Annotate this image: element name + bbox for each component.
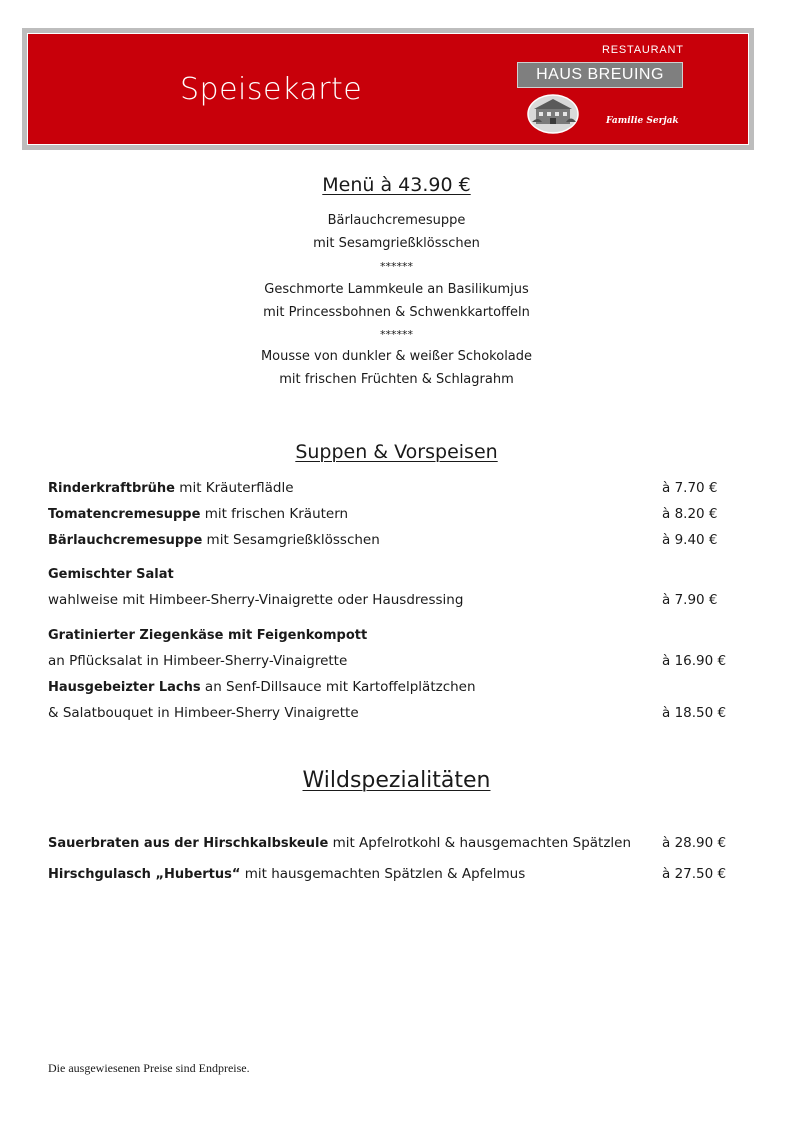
menu-line: Bärlauchcremesuppe [327,213,466,228]
item-name: Rinderkraftbrühe [48,481,175,496]
menu-separator: ****** [380,260,413,273]
logo-name-box: HAUS BREUING [517,62,683,88]
menu-separator: ****** [380,328,413,341]
price-footnote: Die ausgewiesenen Preise sind Endpreise. [48,1061,250,1075]
item-name: Hausgebeizter Lachs [48,680,201,695]
salmon-item-detail [48,705,359,721]
goat-cheese-item [48,627,367,643]
menu-line: Mousse von dunkler & weißer Schokolade [260,349,533,364]
soup-item [48,532,380,548]
item-description: an Senf-Dillsauce mit Kartoffelplätzchen [200,679,476,695]
item-name: Bärlauchcremesuppe [48,533,203,548]
menu-line: mit Princessbohnen & Schwenkkartoffeln [263,305,530,320]
soup-item [48,506,348,522]
item-description: mit hausgemachten Spätzlen & Apfelmus [240,866,526,882]
page-title: Speisekarte [180,72,363,107]
item-description: mit Apfelrotkohl & hausgemachten Spätzlen [328,835,632,851]
salad-item [48,566,174,582]
logo-family-name: Familie Serjak [606,116,679,126]
soups-heading: Suppen & Vorspeisen [295,441,498,463]
item-description: & Salatbouquet in Himbeer-Sherry Vinaigrette [48,705,359,721]
salad-item-detail [48,592,463,608]
item-price: à 27.50 € [662,866,727,882]
item-name: Gratinierter Ziegenkäse mit Feigenkompott [48,628,368,643]
item-description: mit frischen Kräutern [200,506,349,522]
game-item [48,835,631,851]
restaurant-building-icon [526,92,580,134]
menu-line: mit frischen Früchten & Schlagrahm [279,372,514,387]
header-banner-frame [22,28,754,150]
item-price: à 7.90 € [662,592,718,608]
item-description: wahlweise mit Himbeer-Sherry-Vinaigrette oder Hausdressing [48,592,464,608]
game-item [48,866,525,882]
menu-line: mit Sesamgrießklösschen [313,236,480,251]
item-description: mit Kräuterflädle [175,480,294,496]
item-price: à 16.90 € [662,653,727,669]
menu-heading: Menü à 43.90 € [322,174,471,196]
goat-cheese-item-detail [48,653,347,669]
header-banner [27,33,749,145]
item-name: Hirschgulasch „Hubertus“ [48,867,241,882]
item-price: à 8.20 € [662,506,718,522]
item-name: Sauerbraten aus der Hirschkalbskeule [48,836,329,851]
item-price: à 18.50 € [662,705,727,721]
logo-restaurant-label: RESTAURANT [602,44,684,56]
soup-item [48,480,294,496]
item-price: à 7.70 € [662,480,718,496]
item-name: Gemischter Salat [48,567,174,582]
game-heading: Wildspezialitäten [302,768,491,793]
item-price: à 28.90 € [662,835,727,851]
item-price: à 9.40 € [662,532,718,548]
salmon-item [48,679,476,695]
item-description: mit Sesamgrießklösschen [202,532,380,548]
menu-line: Geschmorte Lammkeule an Basilikumjus [264,282,529,297]
item-name: Tomatencremesuppe [48,507,201,522]
item-description: an Pflücksalat in Himbeer-Sherry-Vinaigrette [48,653,348,669]
